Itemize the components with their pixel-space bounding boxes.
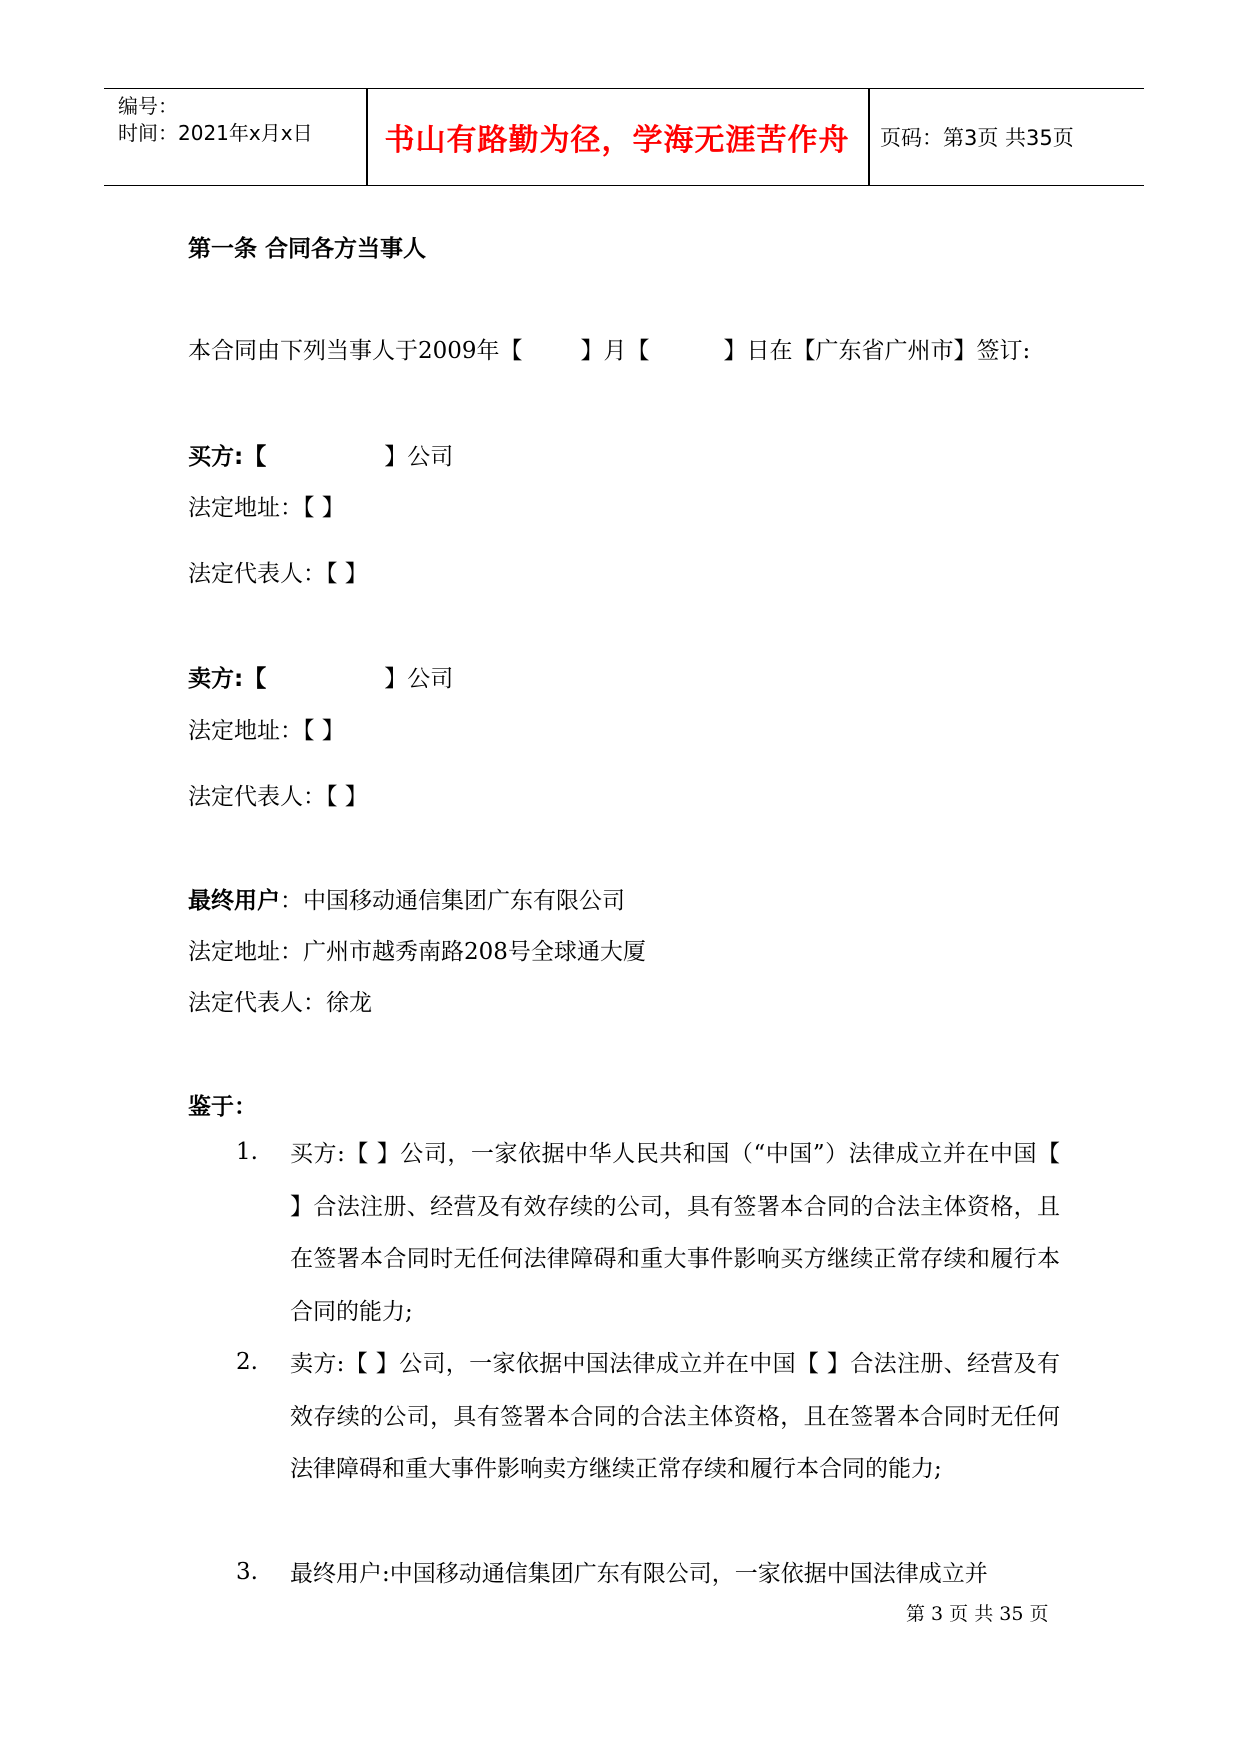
header-page-label: 页码：第3页 共35页 [880, 126, 1074, 150]
seller-address: 法定地址：【 】 [188, 718, 345, 744]
contract-intro [188, 332, 1030, 365]
intro-part-b: 】月【 [580, 338, 650, 364]
header-motto: 书山有路勤为径，学海无涯苦作舟 [384, 123, 850, 158]
article-title: 第一条 合同各方当事人 [188, 236, 427, 262]
header-time-label: 时间：2021年x月x日 [118, 121, 313, 145]
end-user-name: ：中国移动通信集团广东有限公司 [280, 888, 625, 914]
buyer-company-line [188, 438, 453, 471]
buyer-label: 买方 [188, 444, 234, 470]
intro-part-a: 本合同由下列当事人于2009年【 [188, 338, 523, 364]
seller-representative: 法定代表人：【 】 [188, 784, 368, 810]
seller-label: 卖方 [188, 666, 234, 692]
buyer-bracket-open: :【 [234, 444, 267, 470]
intro-part-c: 】日在【广东省广州市】签订: [723, 338, 1031, 364]
whereas-item-text: 最终用户:中国移动通信集团广东有限公司，一家依据中国法律成立并 [290, 1561, 988, 1587]
buyer-company-suffix: 】公司 [384, 444, 454, 470]
buyer-address: 法定地址：【 】 [188, 495, 345, 521]
seller-company-suffix: 】公司 [384, 666, 454, 692]
whereas-item-number: 3. [236, 1559, 258, 1585]
whereas-item-number: 1. [236, 1139, 258, 1165]
page-footer: 第 3 页 共 35 页 [906, 1603, 1049, 1625]
buyer-representative: 法定代表人：【 】 [188, 561, 368, 587]
whereas-item-text: 卖方:【 】公司，一家依据中国法律成立并在中国【 】合法注册、经营及有效存续的公司，具有签署本合同的合法主体资格，且在签署本合同时无任何法律障碍和重大事件影响卖方继续正常存续和履行本合同的能力; [290, 1351, 1060, 1482]
whereas-title: 鉴于： [188, 1094, 257, 1120]
page-header [104, 88, 1144, 186]
end-user-representative: 法定代表人：徐龙 [188, 990, 372, 1016]
seller-company-line [188, 660, 453, 693]
end-user-label: 最终用户 [188, 888, 280, 914]
whereas-item-number: 2. [236, 1349, 258, 1375]
end-user-line [188, 882, 625, 915]
whereas-item-text: 买方:【 】公司，一家依据中华人民共和国（“中国”）法律成立并在中国【 】合法注册、经营及有效存续的公司，具有签署本合同的合法主体资格，且在签署本合同时无任何法律障碍和重大事件影响买方继续正常存续和履行本合同的能力; [290, 1141, 1060, 1325]
header-number-label: 编号： [118, 94, 178, 118]
seller-bracket-open: :【 [234, 666, 267, 692]
end-user-address: 法定地址：广州市越秀南路208号全球通大厦 [188, 939, 646, 965]
header-meta [118, 93, 313, 147]
